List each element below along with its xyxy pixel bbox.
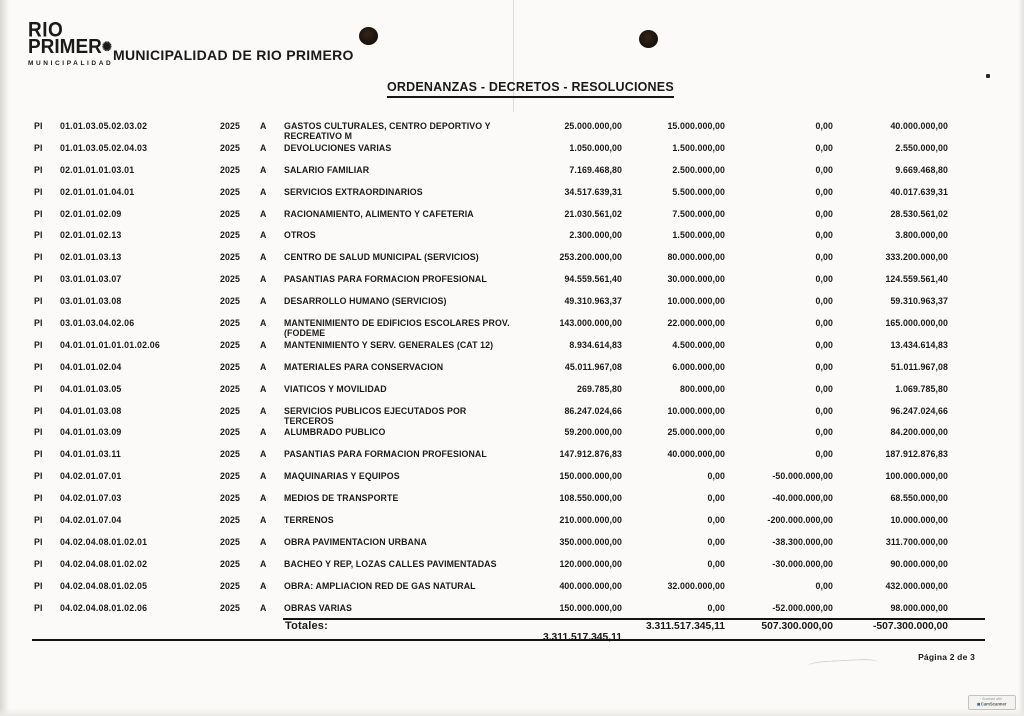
row-codigo: 04.01.01.01.01.01.02.06 [60, 339, 160, 350]
row-anio: 2025 [220, 602, 240, 613]
row-importe-2: 0,00 [707, 602, 725, 613]
punch-hole [359, 27, 378, 45]
table-row [30, 554, 950, 576]
row-importe-4: 2.550.000,00 [895, 142, 948, 153]
table-row [30, 269, 950, 291]
row-tipo: PI [34, 405, 43, 416]
row-tipo: PI [34, 449, 43, 460]
row-letra: A [260, 536, 267, 547]
row-descripcion: SERVICIOS EXTRAORDINARIOS [284, 186, 423, 197]
scan-edge-shading [0, 708, 1024, 716]
row-descripcion: SERVICIOS PUBLICOS EJECUTADOS POR TERCEROS [284, 405, 467, 426]
row-importe-1: 94.559.561,40 [564, 274, 622, 285]
row-importe-4: 165.000.000,00 [885, 318, 948, 329]
budget-table [30, 116, 950, 619]
logo-municipalidad-text: MUNICIPALIDAD [28, 60, 114, 67]
row-codigo: 04.01.01.03.11 [60, 449, 122, 460]
row-codigo: 02.01.01.01.04.01 [60, 186, 135, 197]
row-letra: A [260, 602, 267, 613]
row-codigo: 03.01.01.03.08 [60, 296, 122, 307]
row-importe-1: 269.785,80 [576, 383, 622, 394]
row-codigo: 02.01.01.02.13 [60, 230, 122, 241]
row-anio: 2025 [220, 208, 240, 219]
doc-title: ORDENANZAS - DECRETOS - RESOLUCIONES [387, 80, 674, 98]
row-descripcion: MAQUINARIAS Y EQUIPOS [284, 471, 400, 482]
row-importe-3: 0,00 [815, 427, 833, 438]
row-importe-2: 1.500.000,00 [672, 142, 725, 153]
row-importe-3: 0,00 [815, 121, 833, 131]
table-row [30, 510, 950, 532]
row-anio: 2025 [220, 580, 240, 591]
table-row [30, 138, 950, 160]
row-codigo: 04.02.01.07.01 [60, 471, 122, 482]
row-letra: A [260, 296, 267, 307]
row-anio: 2025 [220, 164, 240, 175]
table-row [30, 422, 950, 444]
row-tipo: PI [34, 536, 43, 547]
row-letra: A [260, 318, 267, 329]
row-importe-4: 9.669.468,80 [895, 164, 948, 175]
row-letra: A [260, 449, 267, 460]
row-importe-1: 8.934.614,83 [569, 339, 622, 350]
row-importe-2: 80.000.000,00 [667, 252, 725, 263]
row-tipo: PI [34, 186, 43, 197]
row-importe-4: 100.000.000,00 [885, 471, 948, 482]
row-importe-1: 25.000.000,00 [564, 121, 622, 131]
row-letra: A [260, 383, 267, 394]
row-letra: A [260, 186, 267, 197]
row-codigo: 03.01.01.03.07 [60, 274, 122, 285]
row-importe-4: 13.434.614,83 [890, 339, 948, 350]
row-codigo: 02.01.01.02.09 [60, 208, 122, 219]
row-tipo: PI [34, 558, 43, 569]
row-importe-2: 32.000.000,00 [667, 580, 725, 591]
row-letra: A [260, 558, 267, 569]
row-letra: A [260, 230, 267, 241]
row-importe-4: 40.000.000,00 [890, 121, 948, 131]
row-importe-3: 0,00 [815, 230, 833, 241]
row-importe-3: 0,00 [815, 449, 833, 460]
row-tipo: PI [34, 493, 43, 504]
row-importe-2: 10.000.000,00 [667, 296, 725, 307]
row-descripcion: PASANTIAS PARA FORMACION PROFESIONAL [284, 274, 487, 285]
row-importe-3: 0,00 [815, 383, 833, 394]
row-importe-4: 96.247.024,66 [890, 405, 948, 416]
totals-importe-1: 3.311.517.345,11 [645, 620, 725, 632]
row-anio: 2025 [220, 361, 240, 372]
row-importe-2: 5.500.000,00 [672, 186, 725, 197]
row-importe-4: 51.011.967,08 [890, 361, 948, 372]
row-importe-1: 143.000.000,00 [559, 318, 622, 329]
row-tipo: PI [34, 230, 43, 241]
row-codigo: 02.01.01.03.13 [60, 252, 122, 263]
row-tipo: PI [34, 296, 43, 307]
row-tipo: PI [34, 361, 43, 372]
row-tipo: PI [34, 383, 43, 394]
row-anio: 2025 [220, 515, 240, 526]
row-importe-3: 0,00 [815, 361, 833, 372]
row-letra: A [260, 142, 267, 153]
row-tipo: PI [34, 208, 43, 219]
row-importe-3: -50.000.000,00 [772, 471, 833, 482]
row-descripcion: MANTENIMIENTO Y SERV. GENERALES (CAT 12) [284, 339, 494, 350]
municipality-logo [28, 18, 123, 67]
scan-artifact-dot [986, 74, 990, 78]
row-letra: A [260, 274, 267, 285]
row-letra: A [260, 164, 267, 175]
row-importe-3: -38.300.000,00 [772, 536, 833, 547]
table-row [30, 598, 950, 620]
row-letra: A [260, 208, 267, 219]
table-row [30, 204, 950, 226]
row-anio: 2025 [220, 296, 240, 307]
totals-importe-4: 3.311.517.345,11 [542, 632, 622, 643]
row-tipo: PI [34, 471, 43, 482]
row-tipo: PI [34, 515, 43, 526]
row-codigo: 01.01.03.05.02.03.02 [60, 121, 148, 131]
row-descripcion: TERRENOS [284, 515, 334, 526]
row-descripcion: DEVOLUCIONES VARIAS [284, 142, 392, 153]
table-row [30, 466, 950, 488]
row-descripcion: PASANTIAS PARA FORMACION PROFESIONAL [284, 449, 487, 460]
table-row [30, 160, 950, 182]
row-codigo: 04.02.04.08.01.02.01 [60, 536, 148, 547]
row-anio: 2025 [220, 383, 240, 394]
totals-row [30, 620, 950, 643]
row-importe-3: 0,00 [815, 296, 833, 307]
row-tipo: PI [34, 580, 43, 591]
row-codigo: 04.01.01.03.05 [60, 383, 122, 394]
row-descripcion: MANTENIMIENTO DE EDIFICIOS ESCOLARES PROV. (FODEME [284, 318, 510, 339]
camscanner-badge-top-text: Scanned with [982, 697, 1002, 701]
row-anio: 2025 [220, 142, 240, 153]
row-importe-2: 2.500.000,00 [672, 164, 725, 175]
row-anio: 2025 [220, 493, 240, 504]
row-importe-2: 25.000.000,00 [667, 427, 725, 438]
row-descripcion: BACHEO Y REP, LOZAS CALLES PAVIMENTADAS [284, 558, 497, 569]
row-importe-1: 7.169.468,80 [569, 164, 622, 175]
row-importe-1: 59.200.000,00 [564, 427, 622, 438]
row-importe-1: 34.517.639,31 [564, 186, 622, 197]
row-importe-1: 120.000.000,00 [559, 558, 622, 569]
row-importe-2: 4.500.000,00 [672, 339, 725, 350]
row-importe-3: -40.000.000,00 [772, 493, 833, 504]
row-importe-2: 0,00 [707, 558, 725, 569]
row-codigo: 01.01.03.05.02.04.03 [60, 142, 148, 153]
row-descripcion: MEDIOS DE TRANSPORTE [284, 493, 399, 504]
row-descripcion: OBRA PAVIMENTACION URBANA [284, 536, 427, 547]
row-importe-1: 147.912.876,83 [559, 449, 622, 460]
totals-label: Totales: [285, 620, 328, 632]
table-row [30, 335, 950, 357]
row-descripcion: RACIONAMIENTO, ALIMENTO Y CAFETERIA [284, 208, 474, 219]
row-tipo: PI [34, 121, 43, 131]
row-importe-1: 45.011.967,08 [564, 361, 622, 372]
table-row [30, 116, 950, 141]
row-importe-4: 432.000.000,00 [885, 580, 948, 591]
row-anio: 2025 [220, 274, 240, 285]
row-importe-3: -30.000.000,00 [772, 558, 833, 569]
row-importe-3: 0,00 [815, 339, 833, 350]
table-row [30, 247, 950, 269]
row-codigo: 04.02.04.08.01.02.06 [60, 602, 148, 613]
row-codigo: 04.01.01.03.08 [60, 405, 122, 416]
totals-importe-2: 507.300.000,00 [761, 620, 833, 632]
row-importe-2: 0,00 [707, 515, 725, 526]
row-letra: A [260, 427, 267, 438]
row-tipo: PI [34, 142, 43, 153]
row-importe-3: 0,00 [815, 580, 833, 591]
table-row [30, 444, 950, 466]
row-letra: A [260, 471, 267, 482]
row-importe-3: -200.000.000,00 [767, 515, 833, 526]
row-anio: 2025 [220, 186, 240, 197]
row-importe-1: 400.000.000,00 [559, 580, 622, 591]
totals-bottom-rule [32, 639, 985, 641]
table-row [30, 379, 950, 401]
row-anio: 2025 [220, 405, 240, 416]
row-importe-2: 22.000.000,00 [667, 318, 725, 329]
row-tipo: PI [34, 164, 43, 175]
row-importe-4: 311.700.000,00 [885, 536, 948, 547]
row-descripcion: OBRAS VARIAS [284, 602, 352, 613]
logo-rio-text: RIO [28, 18, 64, 43]
row-importe-1: 21.030.561,02 [564, 208, 622, 219]
row-importe-4: 84.200.000,00 [890, 427, 948, 438]
row-anio: 2025 [220, 230, 240, 241]
row-codigo: 03.01.03.04.02.06 [60, 318, 135, 329]
table-row [30, 532, 950, 554]
totals-importe-3: -507.300.000,00 [872, 620, 948, 632]
logo-primero-text: PRIMER✺ [28, 35, 112, 59]
table-row [30, 357, 950, 379]
row-codigo: 04.02.04.08.01.02.02 [60, 558, 148, 569]
row-descripcion: CENTRO DE SALUD MUNICIPAL (SERVICIOS) [284, 252, 479, 263]
row-anio: 2025 [220, 252, 240, 263]
row-importe-2: 40.000.000,00 [667, 449, 725, 460]
table-row [30, 488, 950, 510]
row-importe-3: 0,00 [815, 252, 833, 263]
table-row [30, 401, 950, 426]
row-tipo: PI [34, 427, 43, 438]
row-anio: 2025 [220, 558, 240, 569]
scan-artifact-squiggle [808, 658, 878, 670]
row-tipo: PI [34, 339, 43, 350]
row-letra: A [260, 580, 267, 591]
row-importe-1: 253.200.000,00 [559, 252, 622, 263]
row-descripcion: MATERIALES PARA CONSERVACION [284, 361, 444, 372]
row-importe-2: 6.000.000,00 [672, 361, 725, 372]
row-importe-2: 15.000.000,00 [667, 121, 725, 131]
row-importe-1: 49.310.963,37 [564, 296, 622, 307]
row-importe-1: 2.300.000,00 [569, 230, 622, 241]
row-letra: A [260, 252, 267, 263]
row-importe-2: 800.000,00 [679, 383, 725, 394]
row-codigo: 04.02.04.08.01.02.05 [60, 580, 148, 591]
row-anio: 2025 [220, 427, 240, 438]
row-importe-3: 0,00 [815, 186, 833, 197]
row-importe-2: 0,00 [707, 493, 725, 504]
row-tipo: PI [34, 318, 43, 329]
row-importe-3: 0,00 [815, 208, 833, 219]
row-importe-4: 124.559.561,40 [885, 274, 948, 285]
row-descripcion: VIATICOS Y MOVILIDAD [284, 383, 387, 394]
row-letra: A [260, 121, 267, 131]
table-row [30, 576, 950, 598]
table-row [30, 225, 950, 247]
row-importe-1: 108.550.000,00 [559, 493, 622, 504]
row-codigo: 02.01.01.01.03.01 [60, 164, 135, 175]
table-row [30, 313, 950, 339]
row-importe-4: 3.800.000,00 [895, 230, 948, 241]
row-codigo: 04.01.01.02.04 [60, 361, 122, 372]
row-codigo: 04.02.01.07.04 [60, 515, 122, 526]
row-importe-4: 68.550.000,00 [890, 493, 948, 504]
row-codigo: 04.01.01.03.09 [60, 427, 122, 438]
row-tipo: PI [34, 252, 43, 263]
row-importe-4: 90.000.000,00 [890, 558, 948, 569]
row-importe-2: 30.000.000,00 [667, 274, 725, 285]
row-letra: A [260, 515, 267, 526]
row-importe-1: 150.000.000,00 [559, 602, 622, 613]
row-codigo: 04.02.01.07.03 [60, 493, 122, 504]
row-importe-4: 333.200.000,00 [885, 252, 948, 263]
table-row [30, 182, 950, 204]
row-importe-4: 28.530.561,02 [890, 208, 948, 219]
row-importe-4: 40.017.639,31 [890, 186, 948, 197]
row-descripcion: SALARIO FAMILIAR [284, 164, 370, 175]
scan-edge-shading [0, 0, 9, 716]
row-anio: 2025 [220, 339, 240, 350]
row-importe-4: 187.912.876,83 [885, 449, 948, 460]
row-importe-1: 350.000.000,00 [559, 536, 622, 547]
row-descripcion: OBRA: AMPLIACION RED DE GAS NATURAL [284, 580, 476, 591]
row-anio: 2025 [220, 121, 240, 131]
row-anio: 2025 [220, 318, 240, 329]
row-descripcion: GASTOS CULTURALES, CENTRO DEPORTIVO Y RECREATIVO M [284, 121, 491, 141]
row-importe-1: 86.247.024,66 [564, 405, 622, 416]
row-descripcion: OTROS [284, 230, 316, 241]
row-importe-2: 1.500.000,00 [672, 230, 725, 241]
row-importe-3: -52.000.000,00 [772, 602, 833, 613]
row-anio: 2025 [220, 471, 240, 482]
row-importe-2: 7.500.000,00 [672, 208, 725, 219]
row-letra: A [260, 405, 267, 416]
org-title: MUNICIPALIDAD DE RIO PRIMERO [113, 47, 354, 63]
row-letra: A [260, 361, 267, 372]
row-descripcion: ALUMBRADO PUBLICO [284, 427, 386, 438]
row-importe-3: 0,00 [815, 142, 833, 153]
row-tipo: PI [34, 274, 43, 285]
row-descripcion: DESARROLLO HUMANO (SERVICIOS) [284, 296, 447, 307]
row-letra: A [260, 493, 267, 504]
row-importe-4: 10.000.000,00 [890, 515, 948, 526]
row-importe-1: 150.000.000,00 [559, 471, 622, 482]
row-importe-3: 0,00 [815, 405, 833, 416]
punch-hole [639, 30, 658, 48]
logo-sun-icon: ✺ [101, 39, 112, 55]
row-importe-2: 0,00 [707, 536, 725, 547]
row-anio: 2025 [220, 449, 240, 460]
row-tipo: PI [34, 602, 43, 613]
row-importe-4: 98.000.000,00 [890, 602, 948, 613]
row-importe-2: 0,00 [707, 471, 725, 482]
scan-edge-shading [1018, 0, 1024, 716]
row-importe-3: 0,00 [815, 274, 833, 285]
row-importe-3: 0,00 [815, 164, 833, 175]
camscanner-badge [968, 695, 1016, 710]
row-importe-4: 59.310.963,37 [890, 296, 948, 307]
camscanner-badge-bottom-text: CamScanner [977, 703, 1006, 707]
page-number: Página 2 de 3 [918, 652, 975, 662]
table-row [30, 291, 950, 313]
row-importe-3: 0,00 [815, 318, 833, 329]
row-anio: 2025 [220, 536, 240, 547]
row-importe-4: 1.069.785,80 [895, 383, 948, 394]
row-letra: A [260, 339, 267, 350]
row-importe-1: 210.000.000,00 [559, 515, 622, 526]
row-importe-2: 10.000.000,00 [667, 405, 725, 416]
row-importe-1: 1.050.000,00 [569, 142, 622, 153]
